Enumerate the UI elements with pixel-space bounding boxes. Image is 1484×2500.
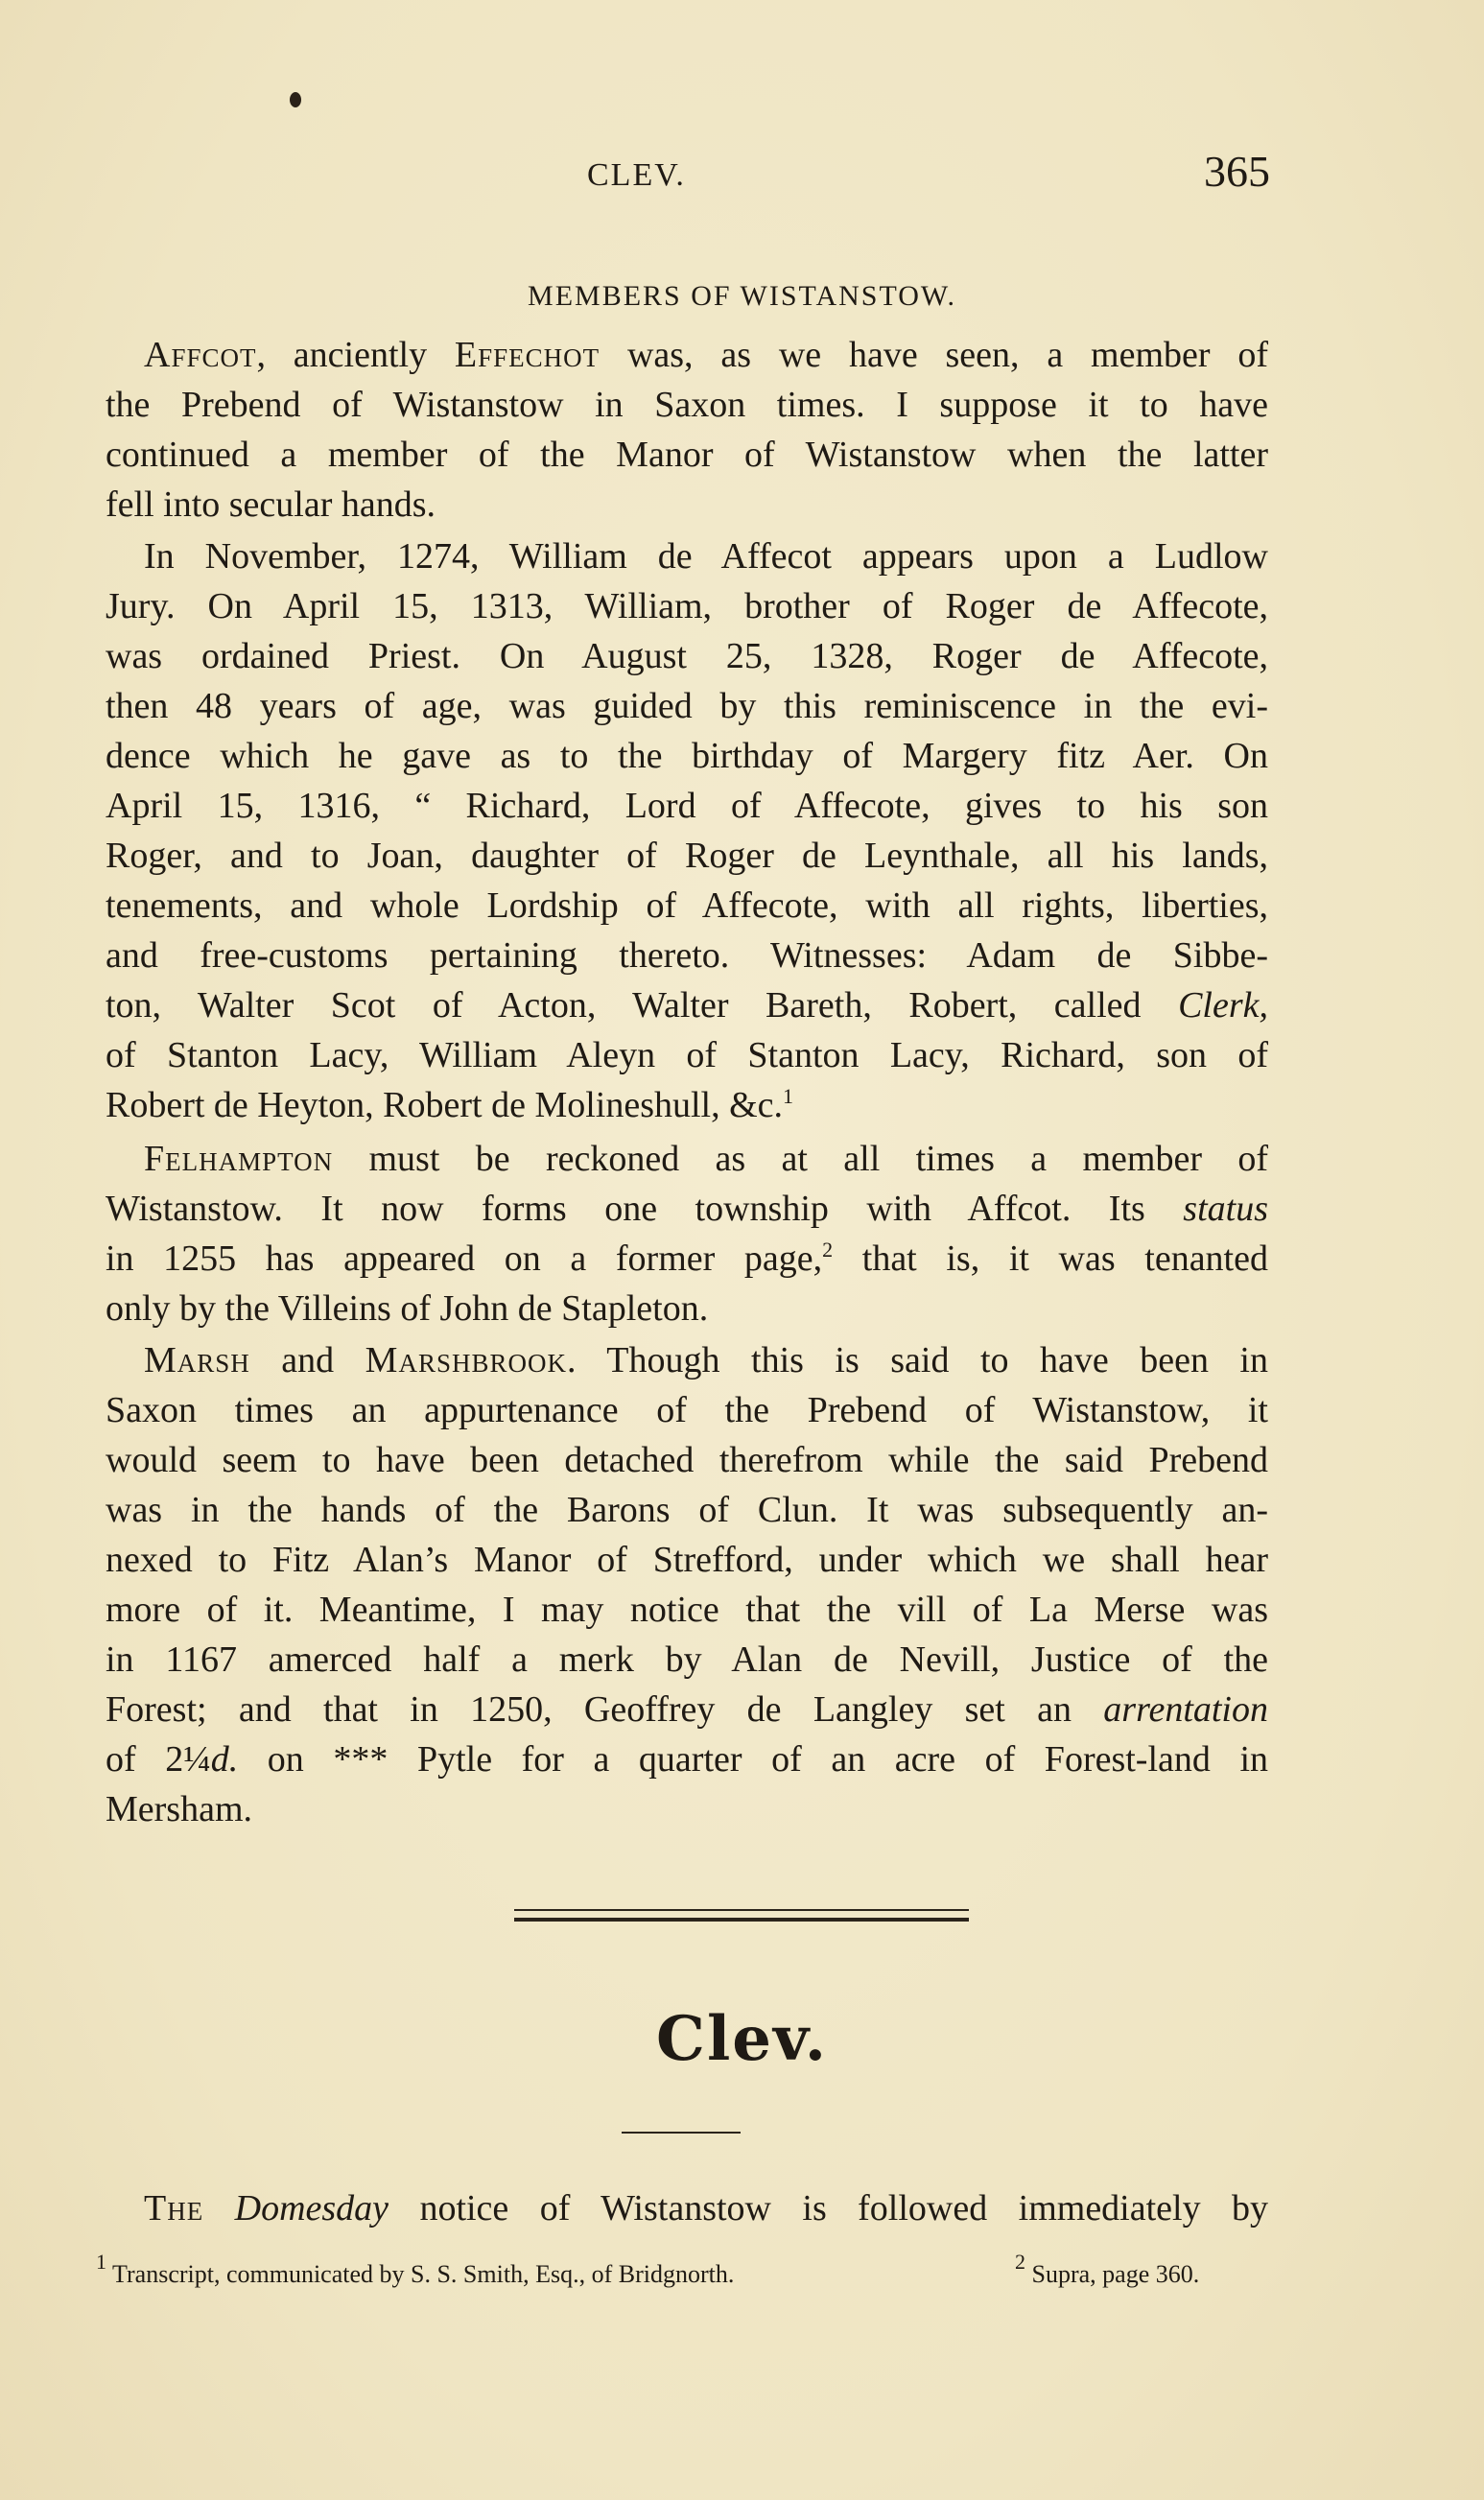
paragraph-domesday xyxy=(106,2183,1268,2233)
footnotes xyxy=(96,2250,1276,2289)
text-line: of 2¼d. on *** Pytle for a quarter of an acre of Forest-land in xyxy=(106,1739,1269,1780)
text-line: Forest; and that in 1250, Geoffrey de Langley set an arrentation xyxy=(106,1689,1268,1730)
text-line: The Domesday notice of Wistanstow is followed immediately by xyxy=(144,2188,1269,2229)
text-line: continued a member of the Manor of Wistanstow when the latter xyxy=(106,435,1268,475)
text-line: April 15, 1316, “ Richard, Lord of Affecote, gives to his son xyxy=(106,786,1268,826)
footnote-ref-1: 1 xyxy=(783,1084,794,1108)
running-head xyxy=(0,146,1484,203)
text-line: tenements, and whole Lordship of Affecote, with all rights, liberties, xyxy=(106,885,1268,926)
text-line: in 1167 amerced half a merk by Alan de Nevill, Justice of the xyxy=(106,1639,1268,1680)
text-line: then 48 years of age, was guided by this reminiscence in the evi- xyxy=(106,686,1268,726)
text-line: nexed to Fitz Alan’s Manor of Strefford, under which we shall hear xyxy=(106,1540,1268,1580)
paragraph-affcot xyxy=(106,330,1268,530)
text-line: was in the hands of the Barons of Clun. It was subsequently an- xyxy=(106,1490,1268,1530)
running-head-title: CLEV. xyxy=(587,157,686,193)
text-line: more of it. Meantime, I may notice that the vill of La Merse was xyxy=(106,1590,1268,1630)
ink-spot xyxy=(290,92,301,107)
text-line: in 1255 has appeared on a former page,$^2$ that is, it was tenanted xyxy=(106,1238,1268,1279)
text-line: Saxon times an appurtenance of the Prebend of Wistanstow, it xyxy=(106,1390,1268,1430)
text-line: ton, Walter Scot of Acton, Walter Bareth, Robert, called Clerk, xyxy=(106,985,1268,1026)
text-line: of Stanton Lacy, William Aleyn of Stanton Lacy, Richard, son of xyxy=(106,1035,1268,1075)
text-line: only by the Villeins of John de Stapleton. xyxy=(106,1288,709,1329)
text-line: the Prebend of Wistanstow in Saxon times. I suppose it to have xyxy=(106,385,1268,425)
text-line: Jury. On April 15, 1313, William, brother of Roger de Affecote, xyxy=(106,586,1268,626)
text-line: Felhampton must be reckoned as at all times a member of xyxy=(144,1139,1268,1179)
text-line: Affcot, anciently Effechot was, as we have seen, a member of xyxy=(144,335,1268,375)
text-line: In November, 1274, William de Affecot appears upon a Ludlow xyxy=(144,536,1268,577)
title-underline xyxy=(622,2132,741,2134)
section-rule-bottom xyxy=(514,1918,969,1922)
page-number: 365 xyxy=(1204,147,1270,196)
text-line: Roger, and to Joan, daughter of Roger de Leynthale, all his lands, xyxy=(106,836,1268,876)
text-line: fell into secular hands. xyxy=(106,484,436,525)
paragraph-affecote-history xyxy=(106,531,1268,1130)
paragraph-felhampton xyxy=(106,1134,1268,1333)
footnote-1: $^1$ Transcript, communicated by S. S. Smith, Esq., of Bridgnorth. xyxy=(96,2250,735,2288)
text-line: was ordained Priest. On August 25, 1328, Roger de Affecote, xyxy=(106,636,1268,676)
text-line: would seem to have been detached therefrom while the said Prebend xyxy=(106,1440,1268,1480)
text-line: Marsh and Marshbrook. Though this is said to have been in xyxy=(144,1340,1268,1380)
text-line: Wistanstow. It now forms one township with Affcot. Its status xyxy=(106,1189,1268,1229)
paragraph-marsh xyxy=(106,1335,1268,1834)
section-heading: MEMBERS OF WISTANSTOW. xyxy=(528,280,956,312)
text-line: Mersham. xyxy=(106,1789,253,1829)
footnote-ref-2: 2 xyxy=(822,1238,834,1262)
text-line: and free-customs pertaining thereto. Witnesses: Adam de Sibbe- xyxy=(106,935,1268,976)
chapter-title: Clev. xyxy=(656,2003,828,2075)
text-line: Robert de Heyton, Robert de Molineshull, &c.$^1$ xyxy=(106,1084,794,1125)
text-line: dence which he gave as to the birthday of Margery fitz Aer. On xyxy=(106,736,1268,776)
footnote-2: $^2$ Supra, page 360. xyxy=(1015,2250,1200,2288)
section-rule-top xyxy=(514,1909,969,1911)
